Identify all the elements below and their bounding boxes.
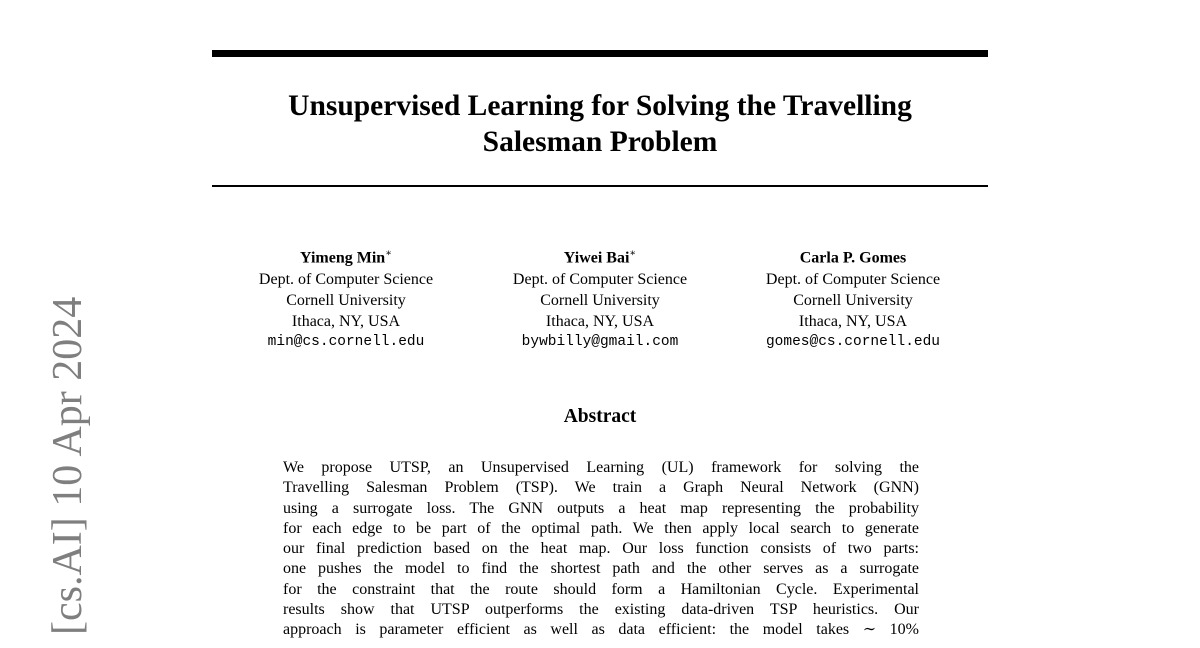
abstract-body <box>283 458 919 641</box>
author-3 <box>723 243 983 353</box>
author-location: Ithaca, NY, USA <box>291 312 401 330</box>
title-top-rule <box>212 50 988 57</box>
author-2 <box>470 243 730 353</box>
author-email: bywbilly@gmail.com <box>521 334 679 351</box>
author-location: Ithaca, NY, USA <box>798 312 908 330</box>
author-name: Yimeng Min∗ <box>300 248 392 267</box>
title-line: Unsupervised Learning for Solving the Travelling <box>288 90 912 122</box>
arxiv-side-stamp: [cs.AI] 10 Apr 2024 <box>45 296 91 635</box>
author-email: gomes@cs.cornell.edu <box>765 334 941 351</box>
author-dept: Dept. of Computer Science <box>258 270 434 288</box>
abstract-line: using a surrogate loss. The GNN outputs a heat map representing the probability <box>283 499 919 517</box>
author-name: Yiwei Bai∗ <box>563 248 637 267</box>
abstract-line: Travelling Salesman Problem (TSP). We train a Graph Neural Network (GNN) <box>283 479 919 497</box>
abstract-heading: Abstract <box>563 406 637 427</box>
author-1 <box>216 243 476 353</box>
author-university: Cornell University <box>286 291 406 309</box>
abstract-line: approach is parameter efficient as well as data efficient: the model takes ∼ 10% <box>283 621 919 639</box>
author-email: min@cs.cornell.edu <box>267 334 425 351</box>
abstract-line: our final prediction based on the heat map. Our loss function consists of two parts: <box>283 540 919 558</box>
abstract-line: for the constraint that the route should form a Hamiltonian Cycle. Experimental <box>283 580 919 598</box>
abstract-line: for each edge to be part of the optimal path. We then apply local search to generate <box>283 519 919 537</box>
author-block <box>0 243 1200 353</box>
paper-title <box>212 88 988 160</box>
author-university: Cornell University <box>793 291 913 309</box>
abstract-line: results show that UTSP outperforms the existing data-driven TSP heuristics. Our <box>283 601 919 619</box>
author-dept: Dept. of Computer Science <box>765 270 941 288</box>
title-line: Salesman Problem <box>482 126 718 158</box>
author-name: Carla P. Gomes <box>799 249 907 267</box>
author-dept: Dept. of Computer Science <box>512 270 688 288</box>
abstract-line: We propose UTSP, an Unsupervised Learning (UL) framework for solving the <box>283 459 919 476</box>
equal-contribution-mark: ∗ <box>385 248 392 259</box>
author-location: Ithaca, NY, USA <box>545 312 655 330</box>
author-university: Cornell University <box>540 291 660 309</box>
title-bottom-rule <box>212 185 988 187</box>
abstract-line: one pushes the model to find the shortest path and the other serves as a surrogate <box>283 560 919 578</box>
equal-contribution-mark: ∗ <box>629 248 637 259</box>
